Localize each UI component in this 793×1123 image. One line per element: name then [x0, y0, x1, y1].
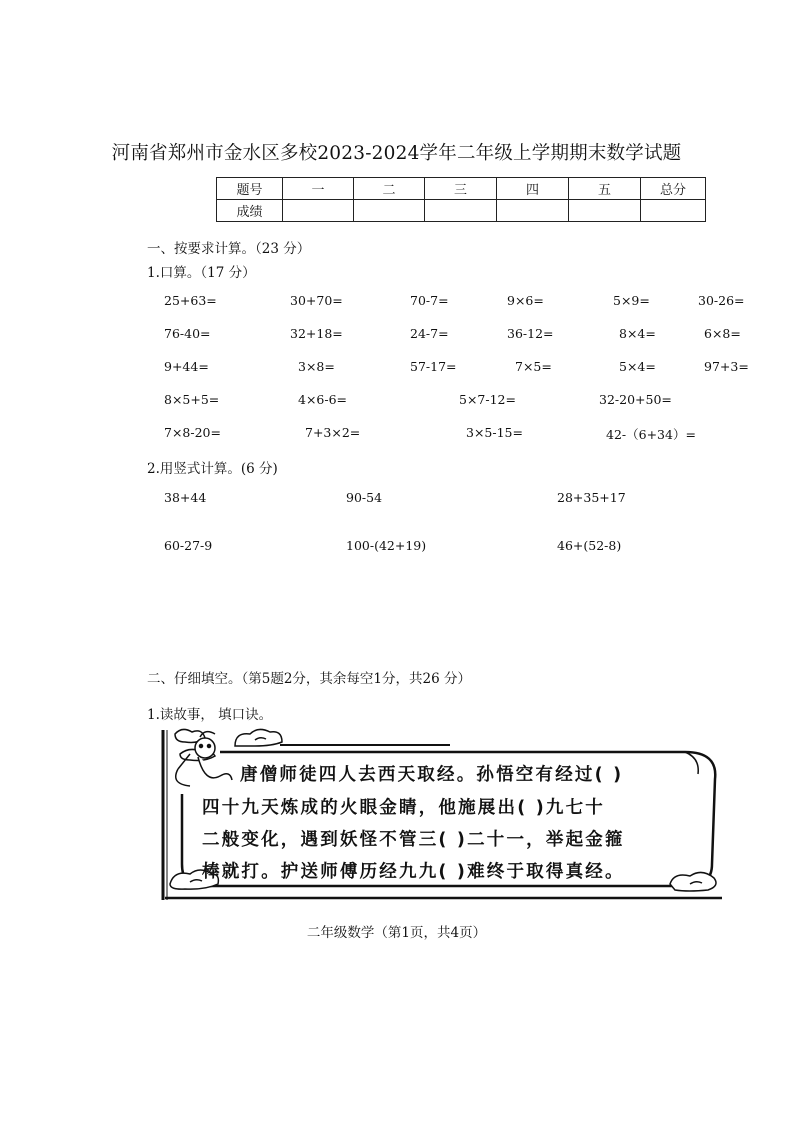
story-scroll [160, 724, 722, 904]
problem: 24-7= [410, 326, 449, 341]
vertical-problem: 38+44 [164, 490, 207, 505]
score-input-cell[interactable] [497, 200, 569, 222]
section2-heading: 二、仔细填空。（第5题2分，其余每空1分，共26 分） [147, 671, 471, 687]
problem: 42-（6+34）= [606, 427, 696, 442]
problem: 8×5+5= [164, 392, 220, 407]
problem: 4×6-6= [298, 392, 348, 407]
problem: 57-17= [410, 359, 457, 374]
q1-heading: 1.读故事， 填口诀。 [147, 707, 273, 723]
problem: 30-26= [698, 293, 745, 308]
story-line: 二般变化，遇到妖怪不管三( )二十一，举起金箍 [202, 830, 625, 850]
score-input-cell[interactable] [569, 200, 641, 222]
problem: 7+3×2= [305, 425, 361, 440]
table-cell: 二 [354, 178, 425, 200]
cloud-icon [235, 729, 282, 746]
problem: 25+63= [164, 293, 217, 308]
problem: 76-40= [164, 326, 211, 341]
problem: 3×5-15= [466, 425, 523, 440]
score-table-score-row [217, 200, 706, 222]
part2-heading: 2.用竖式计算。(6 分) [147, 461, 278, 477]
problem: 7×8-20= [164, 425, 221, 440]
section1-heading: 一、按要求计算。（23 分） [147, 241, 311, 257]
problem: 5×4= [619, 359, 656, 374]
story-line: 四十九天炼成的火眼金睛，他施展出( )九七十 [202, 798, 605, 818]
part1-heading: 1.口算。（17 分） [147, 265, 256, 281]
problem: 7×5= [515, 359, 552, 374]
table-cell: 题号 [217, 178, 283, 200]
score-input-cell[interactable] [425, 200, 497, 222]
problem: 5×9= [613, 293, 650, 308]
table-cell: 成绩 [217, 200, 283, 222]
problem: 32-20+50= [599, 392, 672, 407]
problem: 6×8= [704, 326, 741, 341]
problem: 5×7-12= [459, 392, 516, 407]
vertical-problem: 100-(42+19) [346, 538, 427, 553]
table-cell: 四 [497, 178, 569, 200]
table-cell: 总分 [641, 178, 706, 200]
vertical-problem: 46+(52-8) [557, 538, 622, 553]
problem: 9+44= [164, 359, 209, 374]
vertical-problem: 60-27-9 [164, 538, 213, 553]
table-cell: 一 [283, 178, 354, 200]
table-cell: 五 [569, 178, 641, 200]
problem: 3×8= [298, 359, 335, 374]
score-table-header-row [217, 178, 706, 200]
problem: 30+70= [290, 293, 343, 308]
page-title: 河南省郑州市金水区多校2023-2024学年二年级上学期期末数学试题 [111, 143, 682, 164]
story-line: 棒就打。护送师傅历经九九( )难终于取得真经。 [202, 862, 625, 882]
problem: 32+18= [290, 326, 343, 341]
problem: 9×6= [507, 293, 544, 308]
vertical-problem: 28+35+17 [557, 490, 626, 505]
problem: 97+3= [704, 359, 749, 374]
page-footer: 二年级数学（第1页，共4页） [306, 925, 487, 941]
table-cell: 三 [425, 178, 497, 200]
problem: 8×4= [619, 326, 656, 341]
score-input-cell[interactable] [354, 200, 425, 222]
story-line: 唐僧师徒四人去西天取经。孙悟空有经过( ) [240, 765, 624, 785]
problem: 36-12= [507, 326, 554, 341]
score-table [216, 177, 706, 222]
vertical-problem: 90-54 [346, 490, 383, 505]
score-input-cell[interactable] [283, 200, 354, 222]
score-input-cell[interactable] [641, 200, 706, 222]
problem: 70-7= [410, 293, 449, 308]
